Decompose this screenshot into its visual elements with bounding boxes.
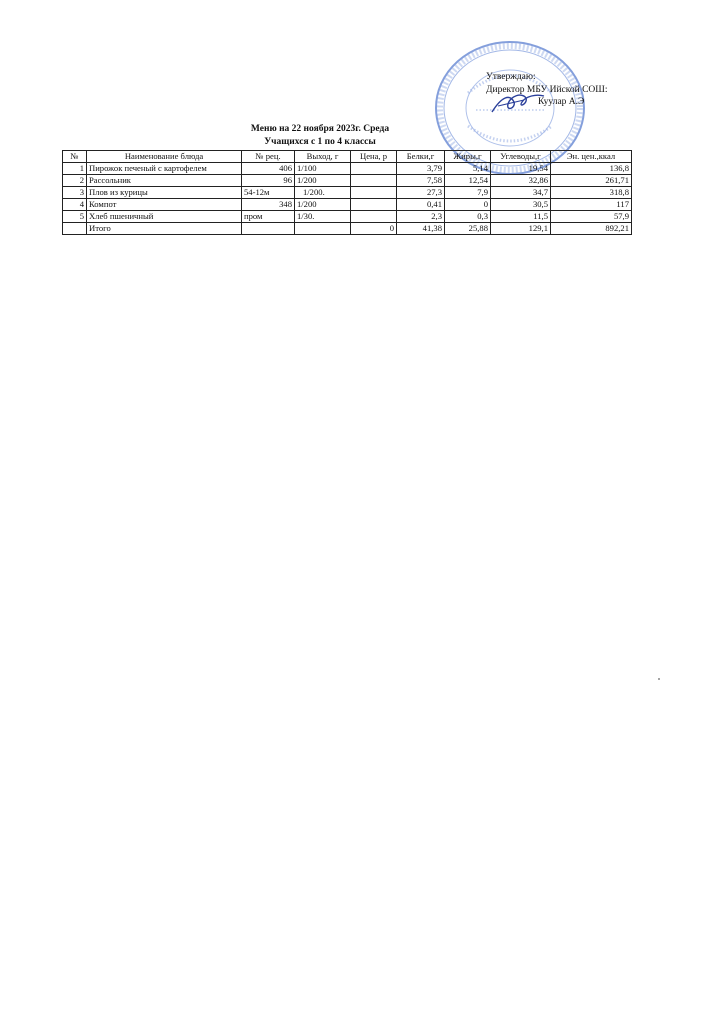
cell-carbs: 32,86	[491, 175, 551, 187]
approver-name: Куулар А.Э	[538, 97, 585, 107]
table-row	[63, 175, 632, 187]
cell-portion: 1/200	[295, 175, 351, 187]
cell-carbs: 11,5	[491, 211, 551, 223]
cell-dish: Пирожок печеный с картофелем	[87, 163, 242, 175]
cell-recipe: 348	[242, 199, 295, 211]
cell-number: 2	[63, 175, 87, 187]
signature	[488, 86, 550, 120]
total-protein: 41,38	[397, 223, 445, 235]
table-row	[63, 187, 632, 199]
approver-position: Директор МБУ Ийской СОШ:	[486, 84, 608, 95]
cell-price	[351, 187, 397, 199]
total-price: 0	[351, 223, 397, 235]
cell-recipe: 54-12м	[242, 187, 295, 199]
col-header-protein: Белки,г	[397, 151, 445, 163]
menu-title: Меню на 22 ноября 2023г. Среда	[250, 124, 390, 134]
approval-label: Утверждаю:	[486, 72, 536, 82]
cell-dish: Компот	[87, 199, 242, 211]
cell-dish: Хлеб пшеничный	[87, 211, 242, 223]
cell-energy: 57,9	[551, 211, 632, 223]
cell-carbs: 19,54	[491, 163, 551, 175]
table-header-row	[63, 151, 632, 163]
col-header-portion: Выход, г	[295, 151, 351, 163]
cell-protein: 2,3	[397, 211, 445, 223]
table-total-row	[63, 223, 632, 235]
menu-subtitle: Учащихся с 1 по 4 классы	[264, 137, 376, 147]
cell-protein: 27,3	[397, 187, 445, 199]
cell-price	[351, 211, 397, 223]
cell-carbs: 30,5	[491, 199, 551, 211]
cell-portion: 1/200.	[295, 187, 351, 199]
table-row	[63, 211, 632, 223]
cell-energy: 261,71	[551, 175, 632, 187]
col-header-recipe: № рец.	[242, 151, 295, 163]
cell-fat: 0	[445, 199, 491, 211]
cell-recipe: 406	[242, 163, 295, 175]
cell-carbs: 34,7	[491, 187, 551, 199]
cell-fat: 5,14	[445, 163, 491, 175]
cell-number: 5	[63, 211, 87, 223]
col-header-number: №	[63, 151, 87, 163]
cell-price	[351, 163, 397, 175]
cell-recipe: пром	[242, 211, 295, 223]
cell-fat: 0,3	[445, 211, 491, 223]
cell-protein: 0,41	[397, 199, 445, 211]
cell-protein: 7,58	[397, 175, 445, 187]
cell-number	[63, 223, 87, 235]
cell-protein: 3,79	[397, 163, 445, 175]
col-header-energy: Эн. цен.,ккал	[551, 151, 632, 163]
cell-recipe	[242, 223, 295, 235]
cell-number: 4	[63, 199, 87, 211]
cell-dish: Рассольник	[87, 175, 242, 187]
cell-energy: 117	[551, 199, 632, 211]
cell-price	[351, 199, 397, 211]
cell-fat: 12,54	[445, 175, 491, 187]
col-header-fat: Жиры,г	[445, 151, 491, 163]
cell-price	[351, 175, 397, 187]
total-label: Итого	[87, 223, 242, 235]
cell-portion: 1/100	[295, 163, 351, 175]
cell-energy: 136,8	[551, 163, 632, 175]
cell-energy: 318,8	[551, 187, 632, 199]
total-carbs: 129,1	[491, 223, 551, 235]
cell-number: 1	[63, 163, 87, 175]
table-row	[63, 199, 632, 211]
cell-dish: Плов из курицы	[87, 187, 242, 199]
cell-recipe: 96	[242, 175, 295, 187]
total-energy: 892,21	[551, 223, 632, 235]
cell-portion	[295, 223, 351, 235]
col-header-dish: Наименование блюда	[87, 151, 242, 163]
cell-number: 3	[63, 187, 87, 199]
cell-portion: 1/200	[295, 199, 351, 211]
col-header-carbs: Углеводы,г	[491, 151, 551, 163]
scan-speck	[658, 678, 660, 680]
cell-fat: 7,9	[445, 187, 491, 199]
menu-table	[62, 150, 632, 235]
col-header-price: Цена, р	[351, 151, 397, 163]
cell-portion: 1/30.	[295, 211, 351, 223]
table-row	[63, 163, 632, 175]
total-fat: 25,88	[445, 223, 491, 235]
